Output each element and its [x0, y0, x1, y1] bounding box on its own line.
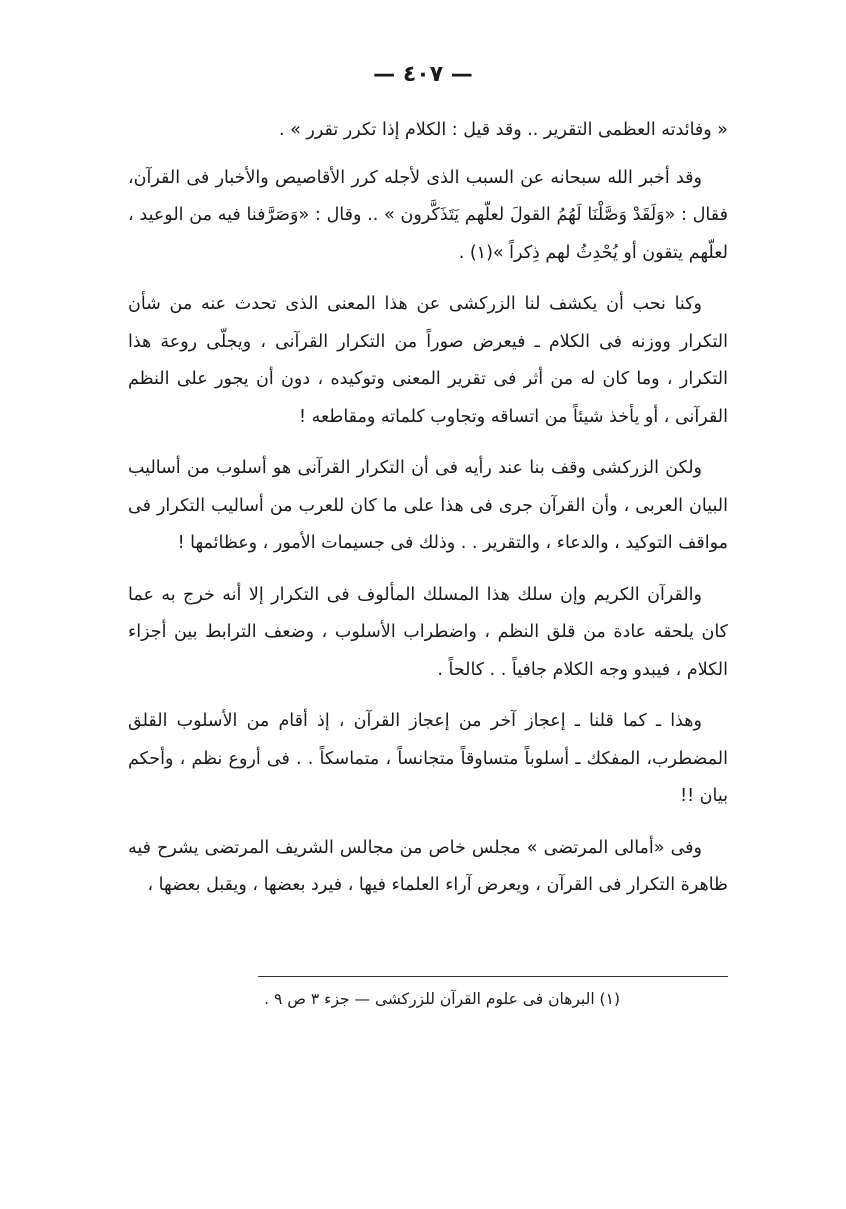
- footnote-divider: [258, 976, 728, 977]
- paragraph: وهذا ـ كما قلنا ـ إعجاز آخر من إعجاز القرآن ، إذ أقام من الأسلوب القلق المضطرب، المفكك ـ أسلوباً متساوقاً متجانساً ، متماسكاً . . فى أروع نظم ، وأحكم بيان !!: [128, 711, 728, 806]
- page-number: — ٤٠٧ —: [373, 62, 473, 87]
- paragraph: وكنا نحب أن يكشف لنا الزركشى عن هذا المعنى الذى تحدث عنه من شأن التكرار ووزنه فى الكلام ـ فيعرض صوراً من التكرار القرآنى ، ويجلّى روعة هذا التكرار ، وما كان له من أثر فى تقرير المعنى وتوكيده ، دون أن يجور على النظم القرآنى ، أو يأخذ شيئاً من اتساقه وتجاوب كلماته ومقاطعه !: [128, 294, 728, 427]
- footnote: (١) البرهان فى علوم القرآن للزركشى — جزء ٣ ص ٩ .: [264, 990, 620, 1008]
- main-text: [128, 112, 728, 919]
- paragraph: وقد أخبر الله سبحانه عن السبب الذى لأجله كرر الأقاصيص والأخبار فى القرآن، فقال : «وَلَقَدْ وَصَّلْنَا لَهُمُ القولَ لعلّهم يَتَذَكَّرون » .. وقال : «وَصَرَّفنا فيه من الوعيد ، لعلّهم يتقون أو يُحْدِثُ لهم ذِكراً »(١) .: [128, 167, 728, 263]
- paragraph: ولكن الزركشى وقف بنا عند رأيه فى أن التكرار القرآنى هو أسلوب من أساليب البيان العربى ، وأن القرآن جرى فى هذا على ما كان للعرب من أساليب التكرار فى مواقف التوكيد ، والدعاء ، والتقرير . . وذلك فى جسيمات الأمور ، وعظائمها !: [128, 458, 728, 553]
- paragraph: وفى «أمالى المرتضى » مجلس خاص من مجالس الشريف المرتضى يشرح فيه ظاهرة التكرار فى القرآن ، ويعرض آراء العلماء فيها ، فيرد بعضها ، ويقبل بعضها ،: [128, 837, 728, 895]
- paragraph: والقرآن الكريم وإن سلك هذا المسلك المألوف فى التكرار إلا أنه خرج به عما كان يلحقه عادة من قلق النظم ، واضطراب الأسلوب ، وضعف الترابط بين أجزاء الكلام ، فيبدو وجه الكلام جافياً . . كالحاً .: [128, 584, 728, 680]
- paragraph-quote: « وفائدته العظمى التقرير .. وقد قيل : الكلام إذا تكرر تقرر » .: [278, 120, 728, 140]
